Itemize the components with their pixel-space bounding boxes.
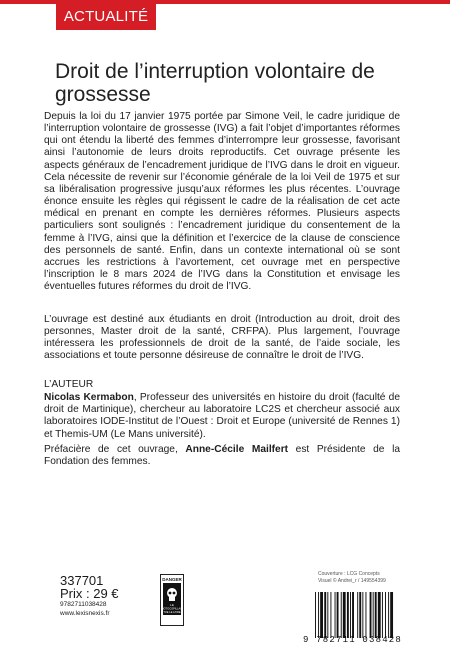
publisher-website: www.lexisnexis.fr <box>60 609 110 617</box>
barcode-bar <box>357 592 358 638</box>
preface-suffix: est Présidente de la Fondation des femmes. <box>44 443 400 467</box>
barcode-bar <box>315 592 316 638</box>
photocopy-danger-logo <box>160 574 184 626</box>
barcode-bar <box>382 592 383 638</box>
barcode-bar <box>375 592 377 638</box>
danger-skull-icon <box>161 582 183 616</box>
barcode-bar <box>330 592 331 638</box>
barcode-digits: 9 782711 038428 <box>303 635 403 645</box>
publisher-info <box>60 574 140 618</box>
barcode-bar <box>337 592 339 638</box>
barcode-bar <box>385 592 386 638</box>
preface-name: Anne-Cécile Mailfert <box>185 443 289 455</box>
barcode-bar <box>320 592 323 638</box>
description-paragraph-2: L’ouvrage est destiné aux étudiants en droit (Introduction au droit, droit des personnes, Master droit de la santé, CRFPA). Plus largement, l’ouvrage intéressera les professionnels de droit de la santé, de l’aide sociale, les associations et toute personne désireuse de connaître le droit de l’IVG. <box>44 314 400 362</box>
description-paragraph-1: Depuis la loi du 17 janvier 1975 portée par Simone Veil, le cadre juridique de l’interruption volontaire de grossesse (IVG) a fait l’objet d’importantes réformes qui ont étendu la liberté des femmes d’interrompre leur grossesse, favorisant ainsi l’autonomie de leurs droits reproductifs. Cet ouvrage présente les aspects généraux de l’encadrement juridique de l’IVG dans le droit en vigueur. Cela nécessite de revenir sur l’économie générale de la loi Veil de 1975 et sur sa libéralisation progressive jusqu’aux réformes les plus récentes. L’ouvrage énonce ensuite les règles qui régissent le cadre de la réalisation de cet acte médical en prenant en compte les dernières réformes. Plusieurs aspects particuliers sont soulignés : l’encadrement juridique du consentement de la femme à l’IVG, ainsi que la définition et l’exercice de la clause de conscience des personnels de santé. Enfin, dans un contexte international où se sont accrues les restrictions à l’avortement, cet ouvrage met en perspective l’inscription le 8 mars 2024 de l’IVG dans la Constitution et envisage les éventuelles futures réformes du droit de l’IVG. <box>44 111 400 293</box>
barcode-bar <box>343 592 346 638</box>
barcode-bar <box>370 592 372 638</box>
barcode-bar <box>352 592 354 638</box>
barcode-bar <box>341 592 342 638</box>
barcode-bar <box>378 592 381 638</box>
barcode-bar <box>335 592 336 638</box>
author-heading: L’AUTEUR <box>44 379 94 390</box>
barcode-bar <box>359 592 361 638</box>
barcode-bar <box>318 592 319 638</box>
barcode-bar <box>324 592 326 638</box>
credit-cover: Couverture : LCG Concepts <box>318 571 380 577</box>
barcode-bar <box>365 592 366 638</box>
danger-title: DANGER <box>162 577 182 582</box>
barcode-bar <box>327 592 328 638</box>
preface-prefix: Préfacière de cet ouvrage, <box>44 443 186 455</box>
author-bio-text: , Professeur des universités en histoire du droit (faculté de droit de Martinique), chercheur au laboratoire LC2S et chercheur associé aux laboratoires IODE-Institut de l’Ouest : Droit et Europe (université de Rennes 1) et Themis-UM (Le Mans université). <box>44 392 401 440</box>
preface-note <box>44 444 400 468</box>
cover-credits <box>318 571 418 584</box>
barcode-bar <box>350 592 351 638</box>
barcode-bar <box>390 592 393 638</box>
credit-visual: Visuel © Andrei_r / 149554399 <box>318 577 386 584</box>
price: Prix : 29 € <box>60 586 119 601</box>
author-bio <box>44 392 400 441</box>
barcode-bar <box>347 592 349 638</box>
book-title: Droit de l’interruption volontaire de grossesse <box>55 60 375 106</box>
barcode-bar <box>373 592 374 638</box>
danger-line-2: PHOTOCOPILLAGE <box>161 607 183 611</box>
barcode-bar <box>362 592 363 638</box>
author-name: Nicolas Kermabon <box>44 392 134 404</box>
isbn-barcode <box>314 592 414 638</box>
author-section <box>44 379 400 468</box>
barcode-bar <box>388 592 389 638</box>
danger-line-1: LE <box>170 603 174 607</box>
danger-line-3: TUE LE LIVRE <box>163 611 181 614</box>
reference-number: 337701 <box>60 573 104 588</box>
isbn-text: 9782711038428 <box>60 601 107 608</box>
section-badge: ACTUALITÉ <box>56 0 156 30</box>
